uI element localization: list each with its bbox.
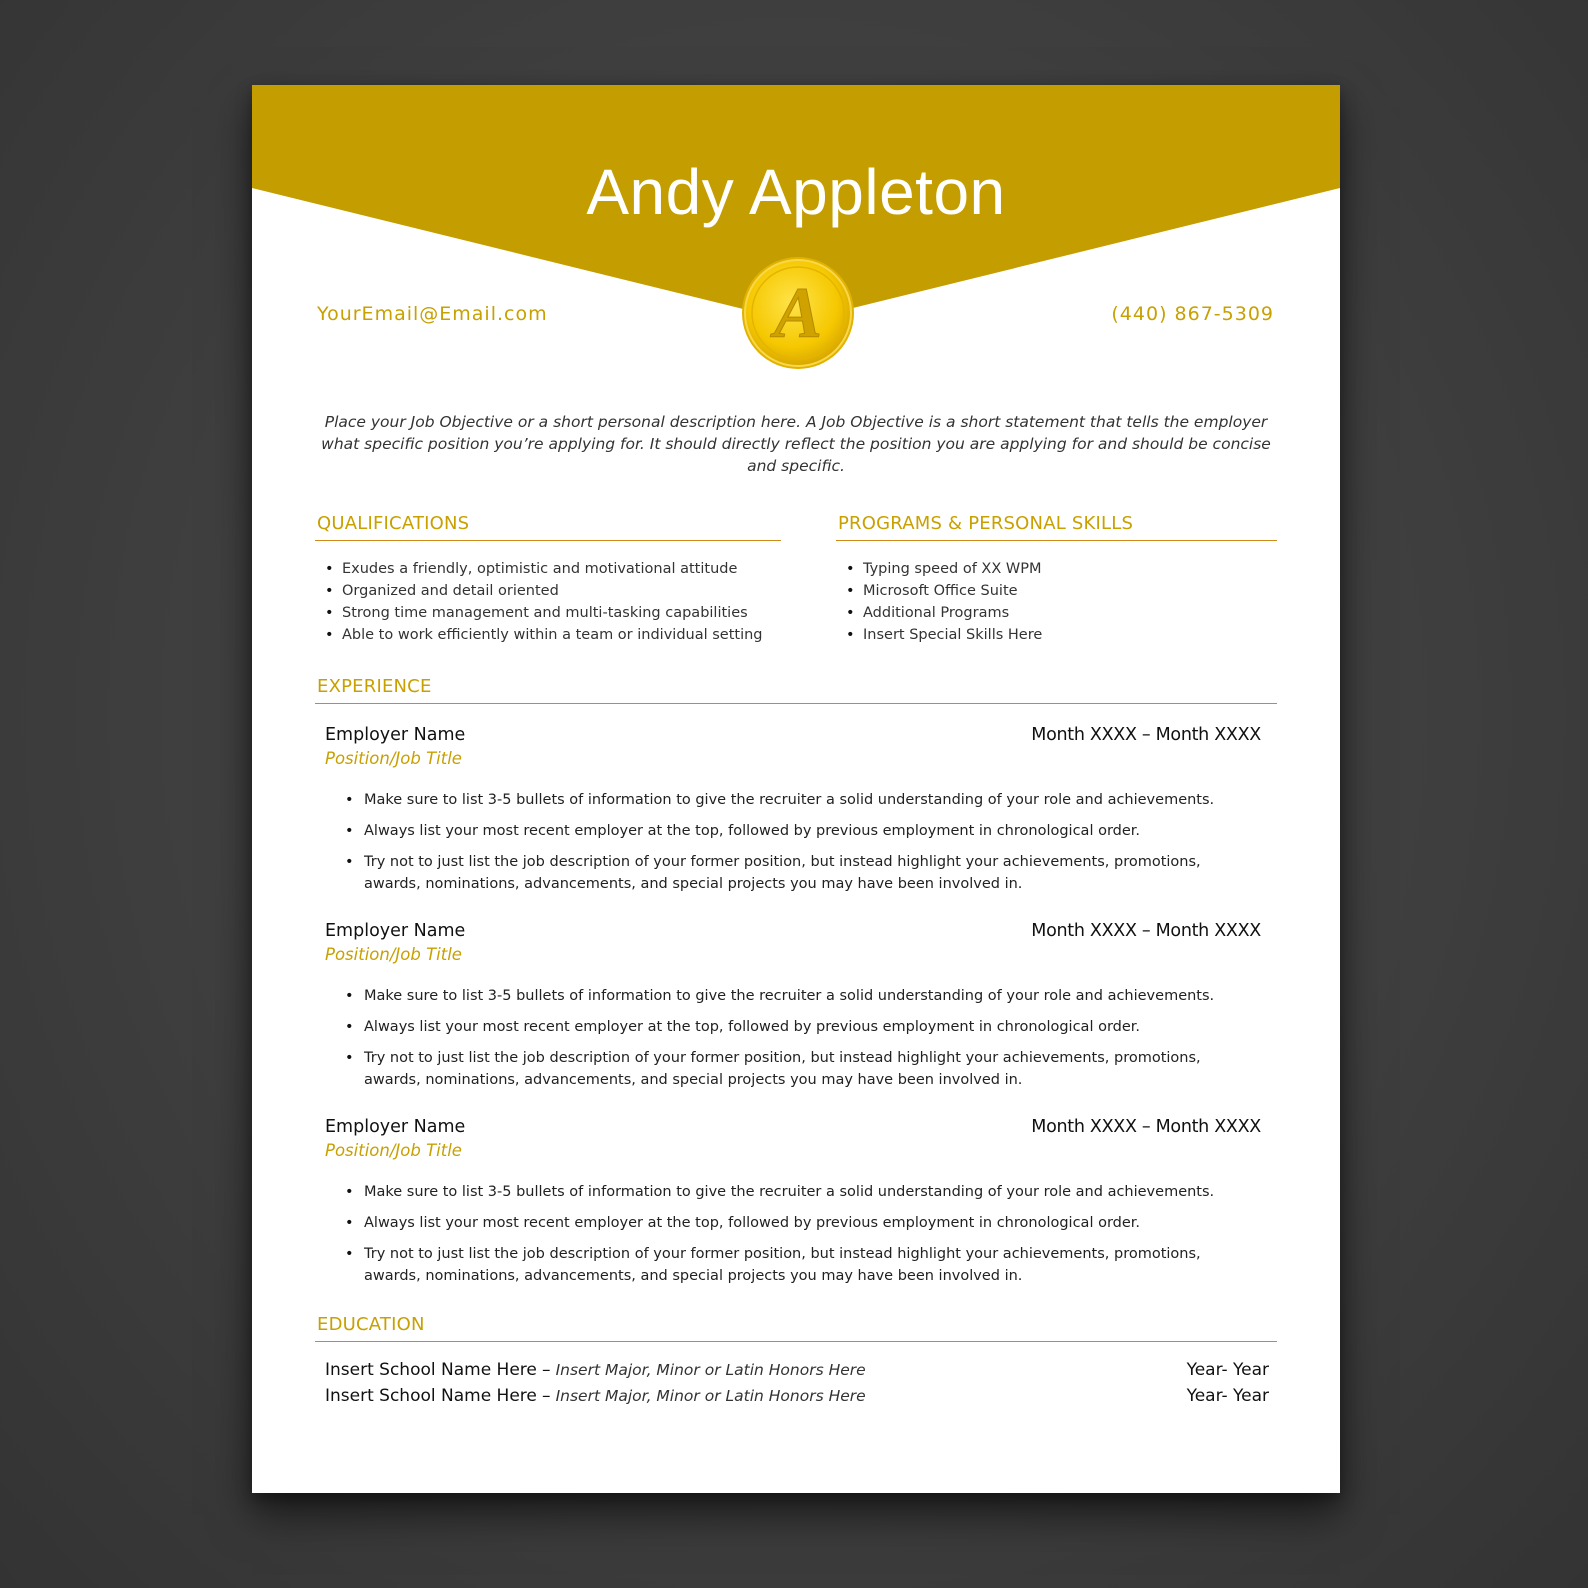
education-entry xyxy=(325,1386,1269,1412)
education-divider xyxy=(315,1341,1277,1342)
list-item: • Make sure to list 3-5 bullets of information to give the recruiter a solid understanding of your role and achievements. xyxy=(345,789,1245,811)
list-item: • Always list your most recent employer at the top, followed by previous employment in chronological order. xyxy=(345,1016,1245,1038)
job-bullets xyxy=(345,1181,1245,1296)
employer-name: Employer Name xyxy=(325,921,466,941)
phone-number: (440) 867-5309 xyxy=(1111,303,1274,325)
skills-divider xyxy=(836,540,1277,541)
skills-heading: PROGRAMS & PERSONAL SKILLS xyxy=(838,513,1134,534)
school-name: Insert School Name Here xyxy=(325,1360,537,1380)
monogram-coin-icon xyxy=(740,255,856,371)
education-heading: EDUCATION xyxy=(317,1314,425,1335)
list-item: • Always list your most recent employer at the top, followed by previous employment in chronological order. xyxy=(345,1212,1245,1234)
list-item: • Organized and detail oriented xyxy=(315,580,785,602)
skills-list xyxy=(836,558,1276,646)
job-title: Position/Job Title xyxy=(325,1141,462,1160)
major-honors: Insert Major, Minor or Latin Honors Here xyxy=(555,1361,866,1379)
separator-dash: – xyxy=(541,1386,551,1406)
qualifications-heading: QUALIFICATIONS xyxy=(317,513,470,534)
employment-dates: Month XXXX – Month XXXX xyxy=(1031,921,1261,941)
email-address: YourEmail@Email.com xyxy=(317,303,548,325)
experience-divider xyxy=(315,703,1277,704)
employer-name: Employer Name xyxy=(325,725,466,745)
employer-name: Employer Name xyxy=(325,1117,466,1137)
list-item: • Try not to just list the job description of your former position, but instead highlight your achievements, promotions, awards, nominations, advancements, and special projects you may have been involved in. xyxy=(345,1243,1245,1287)
experience-heading: EXPERIENCE xyxy=(317,676,432,697)
job-bullets xyxy=(345,789,1245,904)
job-title: Position/Job Title xyxy=(325,945,462,964)
major-honors: Insert Major, Minor or Latin Honors Here xyxy=(555,1387,866,1405)
education-entry xyxy=(325,1360,1269,1386)
resume-page xyxy=(252,85,1340,1493)
list-item: • Exudes a friendly, optimistic and motivational attitude xyxy=(315,558,785,580)
job-objective: Place your Job Objective or a short personal description here. A Job Objective is a short statement that tells the employer what specific position you’re applying for. It should directly reflect the position you are applying for and should be concise and specific. xyxy=(321,413,1271,475)
job-bullets xyxy=(345,985,1245,1100)
education-years: Year- Year xyxy=(1186,1386,1269,1406)
employment-dates: Month XXXX – Month XXXX xyxy=(1031,725,1261,745)
list-item: • Try not to just list the job description of your former position, but instead highlight your achievements, promotions, awards, nominations, advancements, and special projects you may have been involved in. xyxy=(345,851,1245,895)
employment-dates: Month XXXX – Month XXXX xyxy=(1031,1117,1261,1137)
school-name: Insert School Name Here xyxy=(325,1386,537,1406)
separator-dash: – xyxy=(541,1360,551,1380)
list-item: • Able to work efficiently within a team or individual setting xyxy=(315,624,785,646)
list-item: • Make sure to list 3-5 bullets of information to give the recruiter a solid understanding of your role and achievements. xyxy=(345,1181,1245,1203)
list-item: • Strong time management and multi-tasking capabilities xyxy=(315,602,785,624)
list-item: • Typing speed of XX WPM xyxy=(836,558,1276,580)
list-item: • Insert Special Skills Here xyxy=(836,624,1276,646)
list-item: • Try not to just list the job description of your former position, but instead highlight your achievements, promotions, awards, nominations, advancements, and special projects you may have been involved in. xyxy=(345,1047,1245,1091)
list-item: • Make sure to list 3-5 bullets of information to give the recruiter a solid understanding of your role and achievements. xyxy=(345,985,1245,1007)
job-title: Position/Job Title xyxy=(325,749,462,768)
education-years: Year- Year xyxy=(1186,1360,1269,1380)
list-item: • Microsoft Office Suite xyxy=(836,580,1276,602)
monogram-letter: A xyxy=(773,273,823,353)
qualifications-divider xyxy=(315,540,781,541)
list-item: • Additional Programs xyxy=(836,602,1276,624)
list-item: • Always list your most recent employer at the top, followed by previous employment in chronological order. xyxy=(345,820,1245,842)
qualifications-list xyxy=(315,558,785,646)
applicant-name: Andy Appleton xyxy=(586,156,1006,228)
